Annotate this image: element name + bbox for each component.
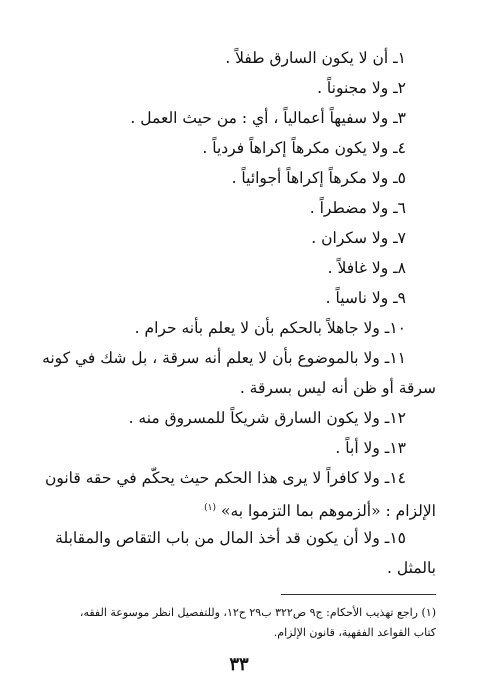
condition-9: ٩ـ ولا ناسياً .: [325, 289, 406, 307]
condition-1: ١ـ أن لا يكون السارق طفلاً .: [225, 49, 406, 67]
condition-7: ٧ـ ولا سكران .: [311, 229, 406, 247]
condition-11-cont: سرقة أو ظن أنه ليس بسرقة .: [239, 379, 436, 397]
condition-10: ١٠ـ ولا جاهلاً بالحكم بأن لا يعلم بأنه حرام .: [134, 319, 406, 337]
footnote-separator: [281, 594, 436, 595]
condition-12: ١٢ـ ولا يكون السارق شريكاً للمسروق منه .: [128, 409, 406, 427]
condition-14: ١٤ـ ولا كافراً لا يرى هذا الحكم حيث يحكّم في حقه قانون: [44, 469, 406, 487]
condition-3: ٣ـ ولا سفيهاً أعمالياً ، أي : من حيث العمل .: [130, 109, 406, 127]
ilzam-text: الإلزام : «ألزموهم بما التزموا به»: [220, 502, 436, 521]
condition-13: ١٣ـ ولا أباً .: [335, 439, 406, 457]
condition-11: ١١ـ ولا بالموضوع بأن لا يعلم أنه سرقة ، بل شك في كونه: [42, 349, 406, 367]
condition-5: ٥ـ ولا مكرهاً إكراهاً أجوائياً .: [231, 169, 406, 187]
condition-8: ٨ـ ولا غافلاً .: [327, 259, 406, 277]
condition-15-cont: بالمثل .: [387, 559, 436, 577]
condition-15: ١٥ـ ولا أن يكون قد أخذ المال من باب التقاص والمقابلة: [55, 529, 406, 547]
condition-2: ٢ـ ولا مجنوناً .: [317, 79, 406, 97]
condition-6: ٦ـ ولا مضطراً .: [309, 199, 406, 217]
page-number: ٣٣: [229, 654, 249, 675]
condition-14-cont: [0, 496, 478, 523]
footnote-line-2: كتاب القواعد الفقهية، قانون الإلزام.: [273, 626, 436, 639]
condition-4: ٤ـ ولا يكون مكرهاً إكراهاً فردياً .: [202, 139, 406, 157]
footnote-line-1: (١) راجع تهذيب الأحكام: ج٩ ص٣٢٢ ب٢٩ ح١٢، وللتفصيل انظر موسوعة الفقه،: [79, 606, 436, 619]
footnote-ref: (١): [204, 503, 217, 513]
